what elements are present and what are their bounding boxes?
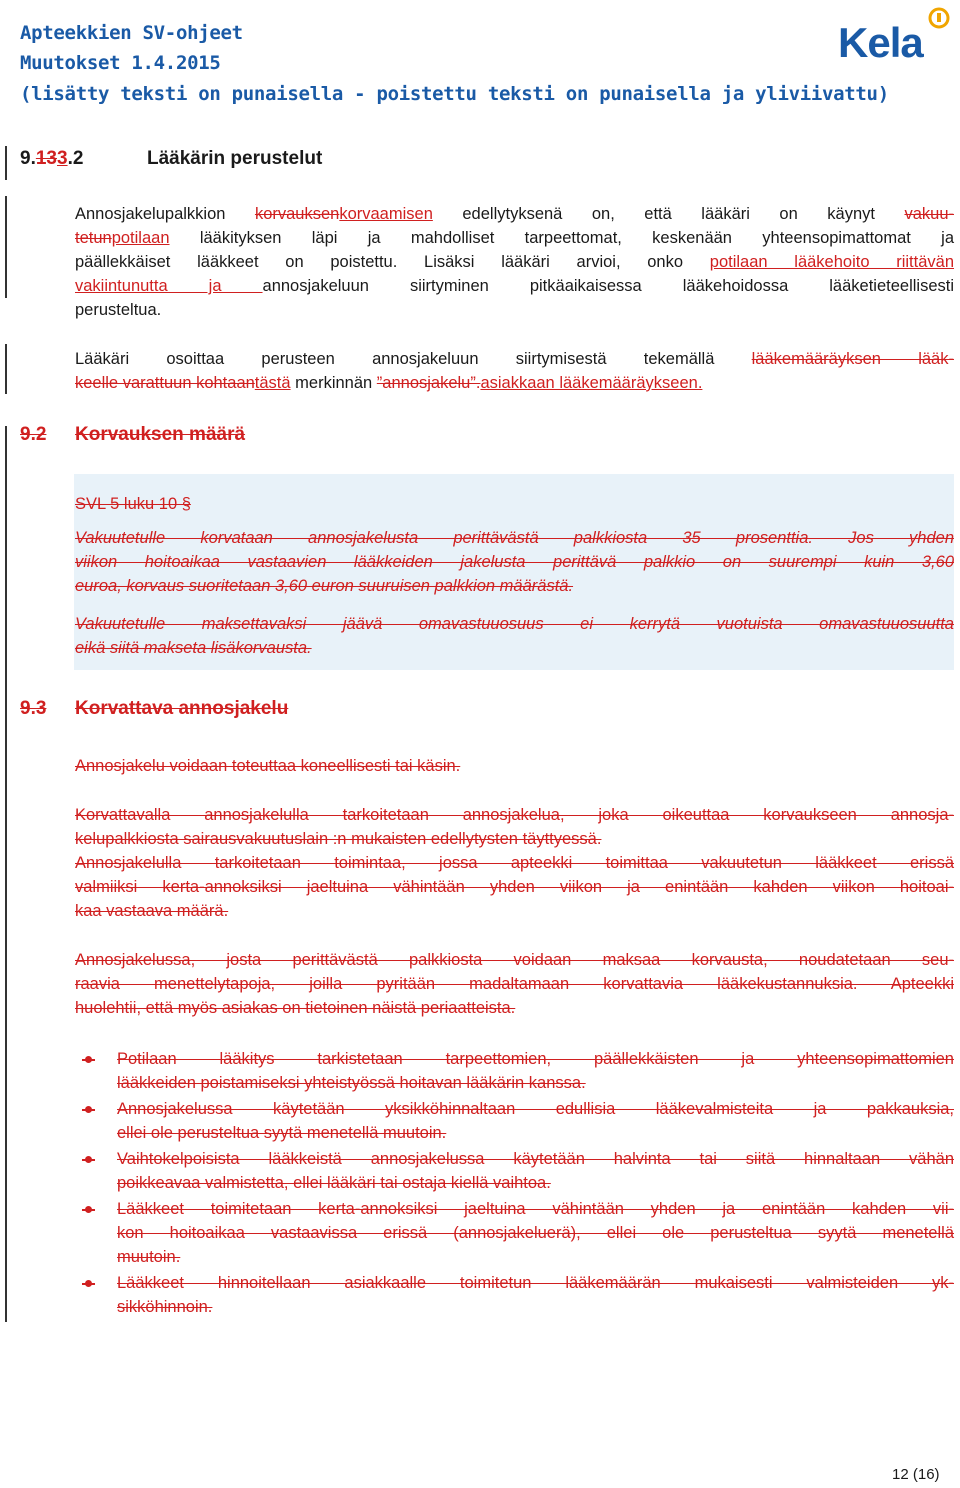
paragraph-physician-review: Annosjakelupalkkion korvauksenkorvaamisen edellytyksenä on, että lääkäri on käynyt vakuu- tetunpotilaan lääkityksen läpi ja mahdolliset tarpeettomat, keskenään yhteensopimattomat ja päällekkäiset lääkkeet on poistettu. Lisäksi lääkäri arvioi, onko potilaan lääkehoito riittävän vakiintunutta ja annosjakeluun siirtyminen pitkäaikaisessa lääkehoidossa lääketieteellisesti perusteltua. [75,205,955,319]
header-legend: (lisätty teksti on punaisella - poistettu teksti on punaisella ja yliviivattu) [20,83,889,105]
kela-logo-text: Kela [838,19,923,66]
change-bar [5,196,7,298]
bullet-icon [82,1103,94,1115]
header-title: Apteekkien SV-ohjeet [20,22,243,44]
list-item: Annosjakelussa käytetään yksikköhinnaltaan edullisia lääkevalmisteita ja pakkauksia, ellei ole perusteltua syytä menetellä muutoin. [117,1100,954,1142]
paragraph-physician-marking: Lääkäri osoittaa perusteen annosjakeluun siirtymisestä tekemällä lääkemääräyksen lääk- keelle varattuun kohtaantästä merkinnän ”annosjakelu”.asiakkaan lääkemääräykseen. [75,350,954,392]
section-92-number: 9.2 [20,424,47,445]
header-changes-date: Muutokset 1.4.2015 [20,52,221,74]
section-number: 9.133.2 [20,148,84,169]
svl-heading: SVL 5 luku 10 § [75,495,191,513]
paragraph-procedures: Annosjakelussa, josta perittävästä palkkiosta voidaan maksaa korvausta, noudatetaan seu- raavia menettelytapoja, joilla pyritään madaltamaan korvattavia lääkekustannuksia. Apteekki huolehtii, että myös asiakas on tietoinen näistä periaatteista. [75,951,954,1017]
paragraph-dispensing-method: Annosjakelu voidaan toteuttaa koneellisesti tai käsin. [75,757,461,775]
list-item: Vaihtokelpoisista lääkkeistä annosjakelussa käytetään halvinta tai siitä hinnaltaan vähän poikkeavaa valmistetta, ellei lääkäri tai ostaja kiellä vaihtoa. [117,1150,954,1192]
bullet-icon [82,1153,94,1165]
bullet-icon [82,1277,94,1289]
section-93-title: Korvattava annosjakelu [75,698,289,719]
paragraph-reimbursable-definition: Korvattavalla annosjakelulla tarkoitetaan annosjakelua, joka oikeuttaa korvaukseen annosja- kelupalkkiosta sairausvakuutuslain :n mukaisten edellytysten täyttyessä. Annosjakelulla tarkoitetaan toimintaa, jossa apteekki toimittaa vakuutetun lääkkeet erissä valmiiksi kerta-annoksiksi jaeltuina vähintään yhden viikon ja enintään kahden viikon hoitoai- kaa vastaava määrä. [75,806,954,920]
change-bar [5,344,7,394]
bullet-icon [82,1203,94,1215]
section-title: Lääkärin perustelut [147,148,323,169]
change-bar [5,146,7,180]
section-92-title: Korvauksen määrä [75,424,246,445]
page-number: 12 (16) [892,1466,940,1483]
kela-logo-mark-icon [928,6,950,32]
list-item: Lääkkeet toimitetaan kerta-annoksiksi jaeltuina vähintään yhden ja enintään kahden vii- kon hoitoaikaa vastaavissa erissä (annosjakeluerä), ellei ole perusteltua syytä menetellä muutoin. [117,1200,954,1266]
change-bar [5,426,7,1322]
list-item: Lääkkeet hinnoitellaan asiakkaalle toimitetun lääkemäärän mukaisesti valmisteiden yk- sikköhinnoin. [117,1274,954,1316]
svl-paragraph-2: Vakuutetulle maksettavaksi jäävä omavastuuosuus ei kerrytä vuotuista omavastuuosuutta eikä siitä makseta lisäkorvausta. [75,615,954,657]
svl-paragraph-1: Vakuutetulle korvataan annosjakelusta perittävästä palkkiosta 35 prosenttia. Jos yhden viikon hoitoaikaa vastaavien lääkkeiden jakelusta perittävä palkkio on suurempi kuin 3,60 euroa, korvaus suoritetaan 3,60 euron suuruisen palkkion määrästä. [75,529,954,595]
kela-logo [838,6,954,70]
bullet-icon [82,1053,94,1065]
section-93-number: 9.3 [20,698,47,719]
list-item: Potilaan lääkitys tarkistetaan tarpeettomien, päällekkäisten ja yhteensopimattomien lääkkeiden poistamiseksi yhteistyössä hoitavan lääkärin kanssa. [117,1050,954,1092]
